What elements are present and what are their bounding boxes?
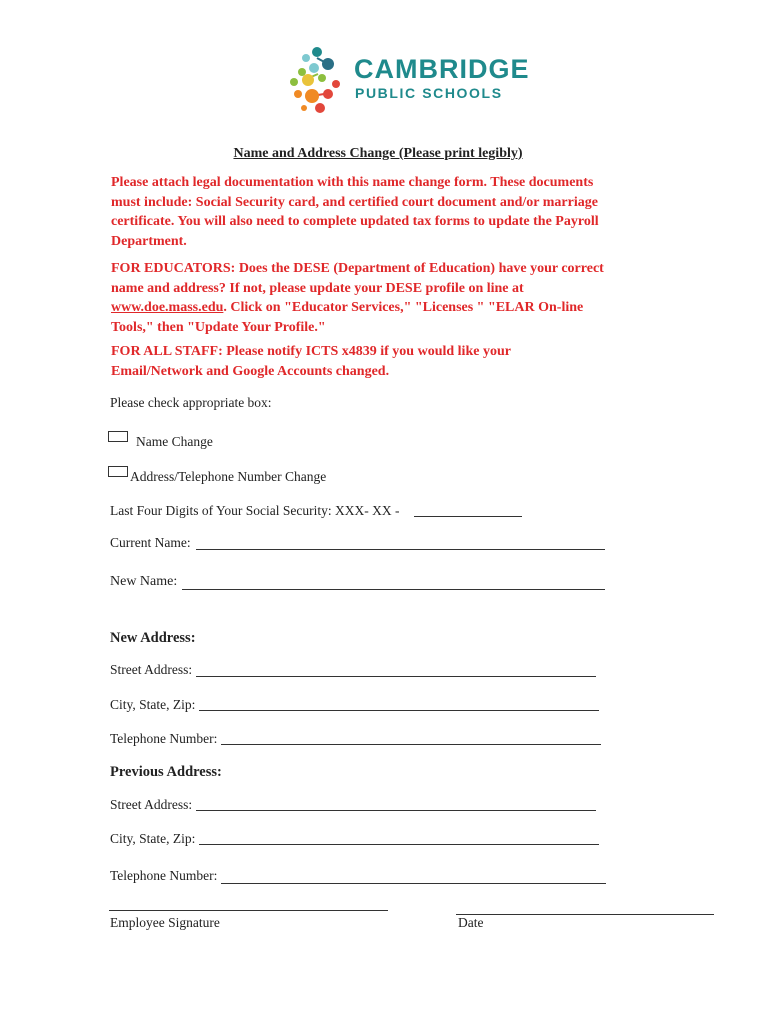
date-label: Date	[458, 915, 484, 930]
notice-line: Email/Network and Google Accounts changed.	[111, 363, 390, 379]
current-name-field[interactable]	[196, 549, 605, 550]
previous-phone-label: Telephone Number:	[110, 868, 218, 883]
cambridge-logo	[284, 44, 530, 116]
check-prompt: Please check appropriate box:	[110, 395, 272, 410]
previous-phone-field[interactable]	[221, 883, 606, 884]
notice-line: FOR ALL STAFF: Please notify ICTS x4839 if you would like your	[111, 344, 511, 359]
notice-line: Tools," then "Update Your Profile."	[111, 319, 326, 335]
ssn-field[interactable]	[414, 516, 522, 517]
new-street-field[interactable]	[196, 676, 596, 677]
all-staff-notice	[111, 342, 651, 381]
new-street-label: Street Address:	[110, 662, 193, 677]
new-name-field[interactable]	[182, 589, 605, 590]
address-change-label: Address/Telephone Number Change	[130, 469, 327, 484]
notice-line: Department.	[111, 233, 187, 249]
notice-line: Please attach legal documentation with this name change form. These documents	[111, 175, 594, 190]
documentation-notice	[111, 173, 651, 251]
ssn-label: Last Four Digits of Your Social Security: XXX- XX -	[110, 503, 400, 518]
logo-dots-icon	[284, 44, 350, 116]
logo-title: CAMBRIDGE	[354, 54, 530, 84]
new-name-label: New Name:	[110, 574, 178, 589]
new-city-label: City, State, Zip:	[110, 697, 196, 712]
address-change-checkbox[interactable]	[108, 466, 128, 477]
doe-link[interactable]: www.doe.mass.edu	[111, 300, 224, 315]
educators-notice	[111, 259, 651, 337]
notice-line: FOR EDUCATORS: Does the DESE (Department of Education) have your correct	[111, 261, 604, 276]
logo-subtitle: PUBLIC SCHOOLS	[355, 85, 503, 101]
current-name-label: Current Name:	[110, 535, 191, 550]
new-city-field[interactable]	[199, 710, 599, 711]
name-change-checkbox[interactable]	[108, 431, 128, 442]
new-address-heading: New Address:	[110, 630, 196, 646]
employee-signature-label: Employee Signature	[110, 915, 220, 930]
notice-line: www.doe.mass.edu. Click on "Educator Services," "Licenses " "ELAR On-line	[111, 300, 584, 315]
previous-city-label: City, State, Zip:	[110, 831, 196, 846]
previous-street-label: Street Address:	[110, 797, 193, 812]
name-change-label: Name Change	[136, 434, 213, 449]
form-title: Name and Address Change (Please print legibly)	[233, 146, 523, 161]
notice-line: certificate. You will also need to complete updated tax forms to update the Payroll	[111, 214, 599, 229]
previous-street-field[interactable]	[196, 810, 596, 811]
previous-city-field[interactable]	[199, 844, 599, 845]
employee-signature-field[interactable]	[109, 910, 388, 911]
date-field[interactable]	[456, 914, 714, 915]
new-phone-label: Telephone Number:	[110, 731, 218, 746]
notice-line: name and address? If not, please update your DESE profile on line at	[111, 280, 524, 296]
previous-address-heading: Previous Address:	[110, 764, 222, 780]
new-phone-field[interactable]	[221, 744, 601, 745]
notice-line: must include: Social Security card, and certified court document and/or marriage	[111, 194, 598, 210]
